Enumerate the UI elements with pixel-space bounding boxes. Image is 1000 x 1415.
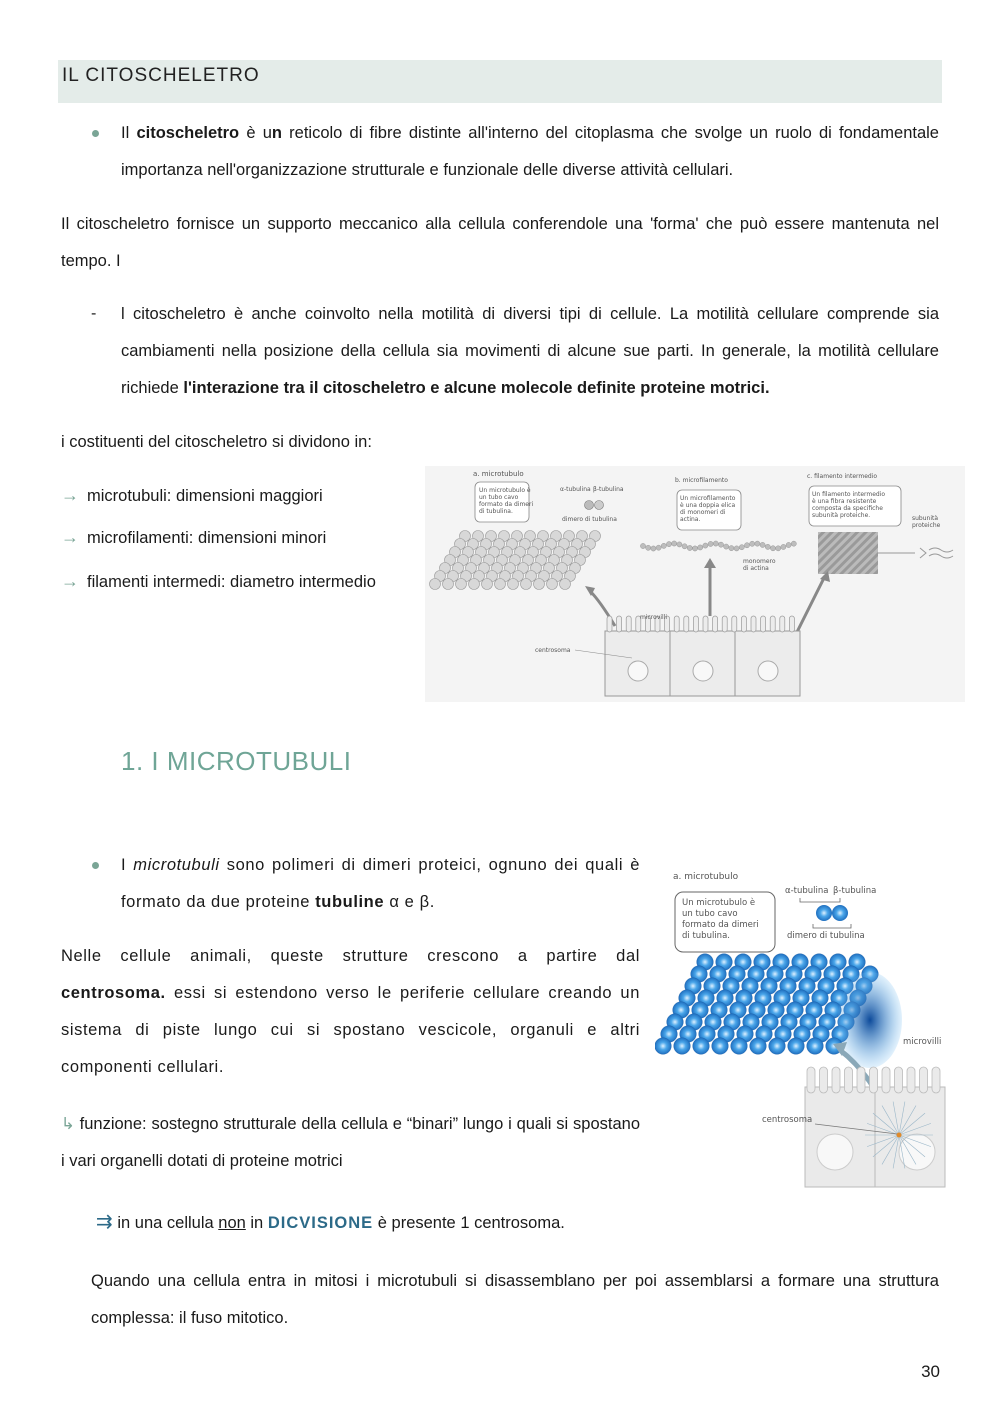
bold-term: tubuline: [315, 893, 385, 911]
caption-line: subunità proteiche.: [812, 512, 871, 519]
tubulin-subunit: [547, 579, 558, 590]
components-intro: i costituenti del citoscheletro si dividono in:: [61, 433, 372, 451]
microvillus: [845, 1067, 853, 1093]
actin-monomer: [776, 546, 781, 551]
actin-monomer-label: di actina: [743, 565, 769, 572]
double-arrow-icon: ⇉: [96, 1211, 113, 1233]
actin-monomer: [651, 546, 656, 551]
text-run: sono polimeri di dimeri proteici, ognuno dei quali è formato da due proteine: [121, 856, 640, 911]
caption-line: è una doppia elica: [680, 502, 736, 509]
tubulin-subunit: [495, 579, 506, 590]
actin-monomer-label: monomero: [743, 558, 776, 565]
caption-line: Un microtubulo è: [682, 898, 756, 908]
microvillus: [693, 616, 698, 632]
caption-line: Un microtubulo è: [479, 487, 531, 494]
actin-monomer: [770, 546, 775, 551]
bold-term: centrosoma.: [61, 984, 166, 1002]
dimer-label: dimero di tubulina: [787, 931, 865, 941]
motility-text: [121, 296, 939, 407]
microvillus: [626, 616, 631, 632]
mitosis-paragraph: Quando una cellula entra in mitosi i microtubuli si disassemblano per poi assemblarsi a formare una struttura complessa: il fuso mitotico.: [91, 1272, 939, 1327]
actin-monomer: [656, 545, 661, 550]
beta-tubulin-label: β-tubulina: [593, 486, 624, 493]
text-run: reticolo di fibre distinte all'interno del citoplasma che svolge un ruolo di fondamentale importanza nell'organizzazione strutturale e funzionale delle diverse attività cellulari.: [121, 124, 939, 179]
text-run: essi si estendono verso le periferie cellulare creando un sistema di piste lungo cui si spostano vescicole, organuli e altri componenti cellulari.: [61, 984, 640, 1076]
dash-marker: -: [91, 305, 97, 322]
caption-line: di tubulina.: [479, 508, 513, 515]
centrosome-label: centrosoma: [535, 647, 571, 654]
tubulin-subunit: [655, 1038, 671, 1055]
actin-monomer: [692, 546, 697, 551]
panel-label: a. microtubulo: [673, 872, 739, 882]
beta-tubulin-label: β-tubulina: [833, 886, 877, 896]
caption-line: formato da dimeri: [682, 920, 759, 930]
list-item: [61, 569, 406, 594]
microvillus: [780, 616, 785, 632]
actin-monomer: [750, 541, 755, 546]
microvillus: [674, 616, 679, 632]
microvillus: [820, 1067, 828, 1093]
actin-monomer: [724, 544, 729, 549]
tubulin-subunit: [482, 579, 493, 590]
actin-monomer: [786, 542, 791, 547]
actin-monomer: [666, 542, 671, 547]
microtubuli-bullet-text: [121, 847, 640, 921]
caption-line: Un microfilamento: [680, 495, 736, 502]
microvillus: [703, 616, 708, 632]
microvillus: [713, 616, 718, 632]
caption-line: Un filamento intermedio: [812, 491, 886, 498]
tubulin-subunit: [443, 579, 454, 590]
tubulin-subunit: [712, 1038, 729, 1055]
list-item: [61, 527, 326, 548]
page-number: 30: [921, 1362, 940, 1381]
list-item-text: filamenti intermedi: diametro intermedio: [87, 573, 376, 591]
subunit-label: subunità: [912, 515, 939, 522]
panel-b-label: b. microfilamento: [675, 477, 728, 484]
actin-monomer: [640, 543, 645, 548]
actin-monomer: [718, 542, 723, 547]
centrosome-label: centrosoma: [762, 1115, 813, 1125]
cytoskeleton-figure: [425, 466, 965, 702]
list-item-text: microtubuli: dimensioni maggiori: [87, 487, 323, 505]
actin-monomer: [713, 541, 718, 546]
text-run: Nelle cellule animali, queste strutture crescono a partire dal: [61, 947, 640, 965]
microvillus: [832, 1067, 840, 1093]
text-run: in una cellula: [112, 1214, 219, 1232]
nucleus: [693, 661, 713, 681]
text-run: l citoscheletro è anche coinvolto nella motilità di diversi tipi di cellule. La motilità cellulare comprende sia cambiamenti nella posizione della cellula sia movimenti di alcune sue parti. In generale, la motilità cellulare richiede: [121, 305, 939, 397]
bold-phrase: l'interazione tra il citoscheletro e alcune molecole definite proteine motrici.: [183, 379, 770, 397]
section-header-bar: [58, 60, 942, 103]
microvillus: [732, 616, 737, 632]
tubulin-subunit: [807, 1038, 824, 1055]
alpha-tubulin-icon: [816, 905, 832, 921]
microvillus: [789, 616, 794, 632]
beta-tubulin-icon: [595, 501, 604, 510]
caption-line: composta da specifiche: [812, 505, 883, 512]
tubulin-subunit: [508, 579, 519, 590]
tubulin-subunit: [430, 579, 441, 590]
microtubule-figure: [655, 862, 951, 1188]
accent-word: DICVISIONE: [267, 1214, 374, 1232]
centrosome: [897, 1133, 902, 1138]
caption-line: di tubulina.: [682, 931, 730, 941]
actin-monomer: [646, 545, 651, 550]
microvillus: [882, 1067, 890, 1093]
text-run: in: [245, 1214, 268, 1232]
arrow-icon: →: [61, 571, 79, 591]
italic-term: microtubuli: [133, 856, 220, 874]
microvillus: [920, 1067, 928, 1093]
bullet-dot: [92, 862, 99, 869]
underlined-word: non: [218, 1214, 246, 1232]
list-item: [61, 485, 323, 506]
microvillus: [607, 616, 612, 632]
tubulin-subunit: [456, 579, 467, 590]
dimer-label: dimero di tubulina: [562, 516, 617, 523]
microvilli-label: microvilli: [903, 1037, 942, 1047]
microvillus: [722, 616, 727, 632]
actin-monomer: [791, 541, 796, 546]
actin-monomer: [682, 544, 687, 549]
text-run: α e β.: [384, 893, 435, 911]
microvilli-label: microvilli: [640, 614, 668, 621]
section-title: 1. I MICROTUBULI: [121, 746, 352, 776]
tubulin-subunit: [769, 1038, 786, 1055]
intro-bullet-text: [121, 115, 939, 189]
nucleus: [758, 661, 778, 681]
text-run: funzione: sostegno strutturale della cellula e “binari” lungo i quali si spostano i vari organelli dotati di proteine motrici: [61, 1115, 640, 1170]
actin-monomer: [755, 541, 760, 546]
tubulin-subunit: [693, 1038, 710, 1055]
tubulin-subunit: [731, 1038, 748, 1055]
nucleus: [628, 661, 648, 681]
centrosome-paragraph: [61, 938, 640, 1086]
actin-monomer: [687, 545, 692, 550]
caption-line: di monomeri di: [680, 509, 726, 516]
bold-letter: n: [271, 124, 282, 142]
division-line: [96, 1204, 796, 1242]
tubulin-subunit: [674, 1038, 691, 1055]
microvillus: [895, 1067, 903, 1093]
actin-monomer: [739, 545, 744, 550]
intro-paragraph: Il citoscheletro fornisce un supporto meccanico alla cellula conferendole una 'forma' che può essere mantenuta nel tempo. I: [61, 215, 939, 270]
microvillus: [617, 616, 622, 632]
text-run: è u: [239, 124, 272, 142]
bold-term: citoscheletro: [136, 124, 240, 142]
actin-monomer: [765, 544, 770, 549]
text-run: è presente 1 centrosoma.: [373, 1214, 565, 1232]
actin-monomer: [698, 545, 703, 550]
actin-monomer: [661, 543, 666, 548]
actin-monomer: [672, 541, 677, 546]
arrow-icon: →: [61, 527, 79, 547]
microvilli: [807, 1067, 940, 1093]
function-paragraph: [61, 1106, 640, 1180]
actin-monomer: [760, 542, 765, 547]
subunit-label: proteiche: [912, 522, 941, 529]
text-run: Il: [121, 124, 137, 142]
panel-a-label: a. microtubulo: [473, 470, 524, 478]
caption-line: è una fibra resistente: [812, 498, 877, 505]
panel-c-label: c. filamento intermedio: [807, 473, 878, 480]
microvillus: [761, 616, 766, 632]
tubulin-subunit: [750, 1038, 767, 1055]
actin-monomer: [703, 543, 708, 548]
caption-line: un tubo cavo: [682, 909, 738, 919]
alpha-tubulin-icon: [585, 501, 594, 510]
tubulin-subunit: [521, 579, 532, 590]
actin-monomer: [708, 541, 713, 546]
page-title: IL CITOSCHELETRO: [62, 65, 260, 86]
actin-monomer: [744, 543, 749, 548]
alpha-tubulin-label: α-tubulina: [785, 886, 829, 896]
beta-tubulin-icon: [832, 905, 848, 921]
tubulin-subunit: [469, 579, 480, 590]
text-run: I: [121, 856, 134, 874]
actin-monomer: [781, 544, 786, 549]
tubulin-subunit: [560, 579, 571, 590]
microvillus: [741, 616, 746, 632]
actin-monomer: [677, 542, 682, 547]
return-arrow-icon: ↳: [61, 1115, 75, 1133]
microvillus: [770, 616, 775, 632]
microvillus: [684, 616, 689, 632]
bullet-dot: [92, 130, 99, 137]
actin-monomer: [734, 546, 739, 551]
tubulin-subunit: [788, 1038, 805, 1055]
microvillus: [907, 1067, 915, 1093]
alpha-tubulin-label: α-tubulina: [560, 486, 591, 493]
actin-monomer: [729, 546, 734, 551]
arrow-icon: →: [61, 485, 79, 505]
microvillus: [807, 1067, 815, 1093]
tubulin-subunit: [534, 579, 545, 590]
caption-line: actina.: [680, 516, 701, 523]
list-item-text: microfilamenti: dimensioni minori: [87, 529, 327, 547]
microvillus: [932, 1067, 940, 1093]
microvillus: [870, 1067, 878, 1093]
microvillus: [857, 1067, 865, 1093]
caption-line: formato da dimeri: [479, 501, 534, 508]
caption-line: un tubo cavo: [479, 494, 519, 501]
microvillus: [751, 616, 756, 632]
nucleus: [817, 1134, 853, 1170]
